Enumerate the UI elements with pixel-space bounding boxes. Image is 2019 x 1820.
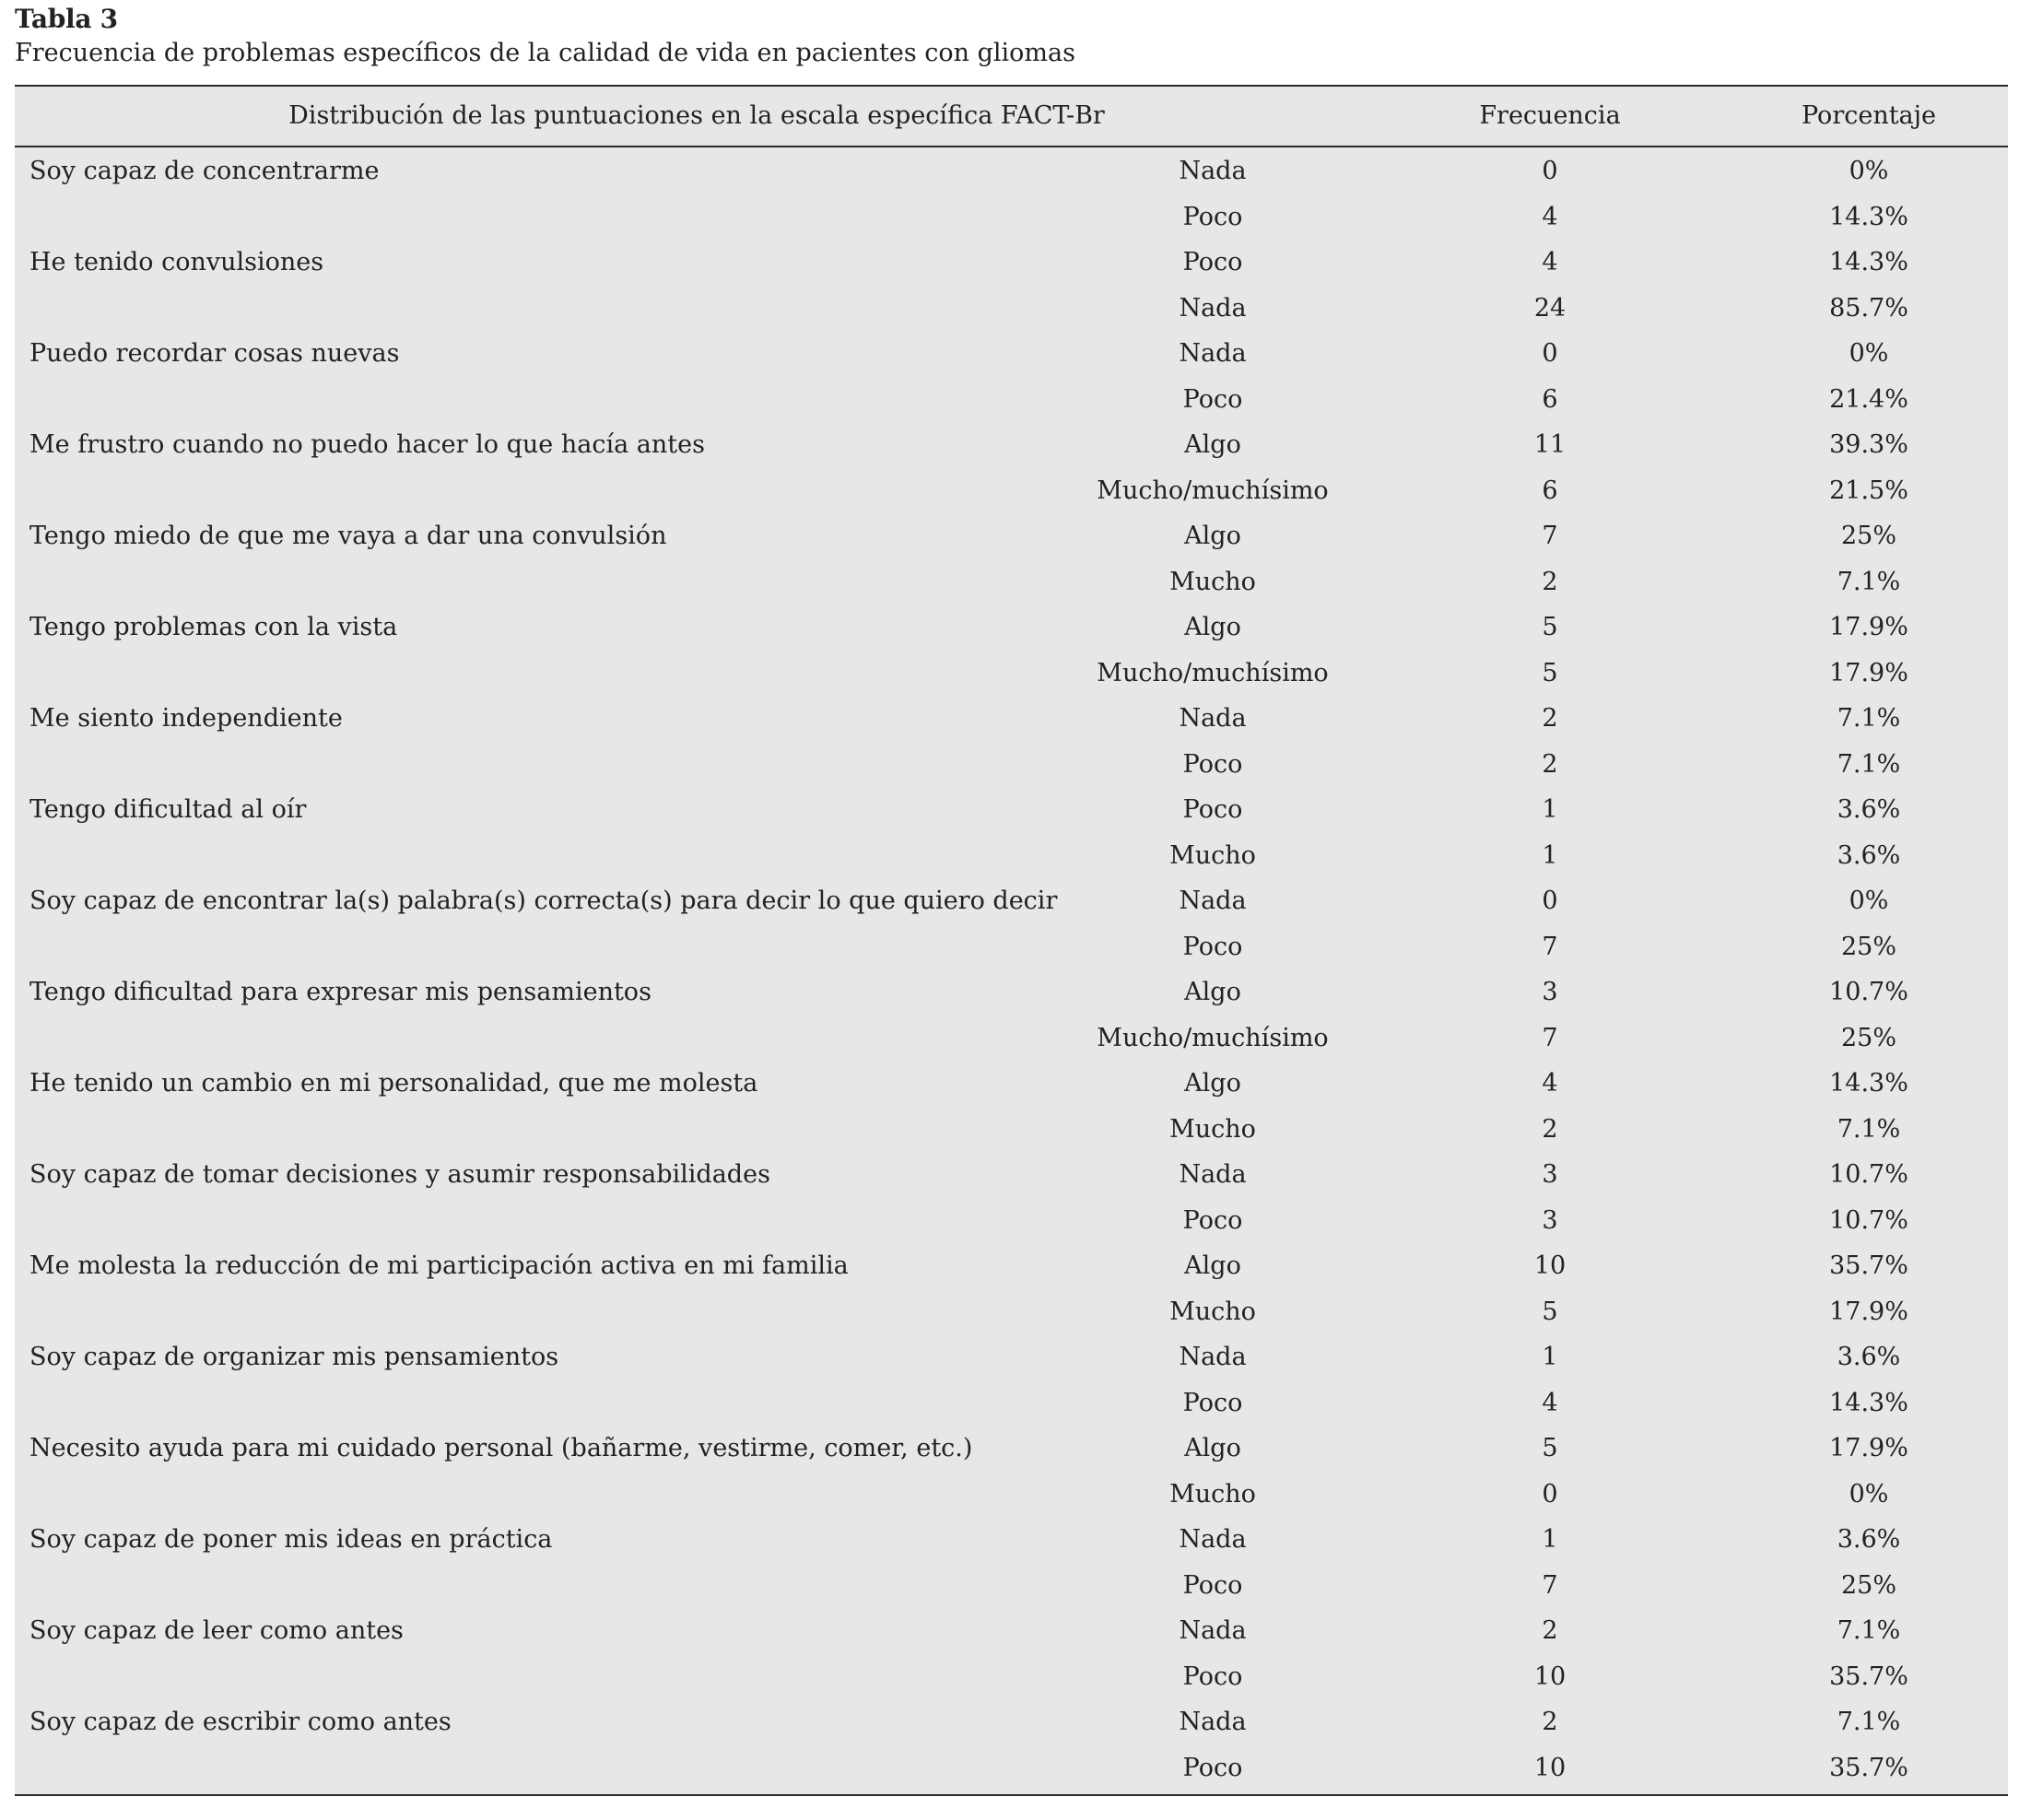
table-row: [15, 1653, 2008, 1699]
row-frequency: 1: [1542, 840, 1558, 870]
row-level: Mucho/muchísimo: [1097, 1023, 1329, 1052]
row-level: Poco: [1182, 932, 1243, 961]
table-row: [15, 1607, 2008, 1653]
row-frequency: 10: [1533, 1753, 1567, 1782]
row-frequency: 7: [1542, 522, 1558, 550]
row-item-label: He tenido un cambio en mi personalidad, que me molesta: [29, 1069, 758, 1098]
row-item-label: Necesito ayuda para mi cuidado personal (bañarme, vestirme, comer, etc.): [29, 1434, 973, 1462]
row-level: Nada: [1179, 887, 1247, 915]
row-frequency: 3: [1542, 1205, 1558, 1235]
row-frequency: 3: [1542, 978, 1558, 1006]
row-percentage: 35.7%: [1829, 1661, 1908, 1691]
row-level: Mucho/muchísimo: [1097, 476, 1329, 505]
row-level: Algo: [1184, 613, 1241, 641]
row-percentage: 21.4%: [1829, 384, 1908, 414]
row-item-label: Tengo dificultad para expresar mis pensamientos: [29, 978, 651, 1006]
table-row: [15, 1288, 2008, 1334]
row-percentage: 3.6%: [1837, 840, 1901, 870]
row-frequency: 0: [1542, 157, 1558, 185]
header-frequency: Frecuencia: [1479, 101, 1621, 130]
table-row: [15, 512, 2008, 558]
row-frequency: 0: [1542, 1479, 1558, 1509]
row-item-label: Tengo miedo de que me vaya a dar una convulsión: [29, 522, 667, 550]
table-row: [15, 1151, 2008, 1197]
row-percentage: 14.3%: [1829, 1069, 1908, 1098]
header-percentage: Porcentaje: [1801, 101, 1937, 130]
row-frequency: 2: [1542, 1708, 1558, 1736]
row-frequency: 4: [1542, 248, 1558, 276]
row-level: Nada: [1179, 339, 1247, 368]
row-level: Algo: [1184, 978, 1241, 1006]
table-row: [15, 285, 2008, 331]
row-percentage: 7.1%: [1837, 567, 1901, 596]
table-row: [15, 330, 2008, 376]
row-level: Poco: [1182, 1388, 1243, 1417]
row-percentage: 3.6%: [1837, 1525, 1901, 1554]
row-frequency: 0: [1542, 887, 1558, 915]
row-frequency: 2: [1542, 704, 1558, 733]
row-level: Algo: [1184, 1069, 1241, 1098]
table-row: [15, 741, 2008, 787]
row-level: Nada: [1179, 157, 1247, 185]
row-item-label: Soy capaz de organizar mis pensamientos: [29, 1343, 559, 1371]
table-row: [15, 239, 2008, 285]
row-percentage: 0%: [1849, 887, 1889, 915]
row-frequency: 1: [1542, 1525, 1558, 1554]
row-percentage: 39.3%: [1829, 430, 1908, 459]
table-row: [15, 467, 2008, 513]
row-level: Nada: [1179, 1343, 1247, 1371]
row-item-label: Soy capaz de concentrarme: [29, 157, 380, 185]
row-frequency: 6: [1542, 384, 1558, 414]
row-level: Nada: [1179, 1708, 1247, 1736]
row-frequency: 4: [1542, 1388, 1558, 1417]
row-frequency: 7: [1542, 1023, 1558, 1052]
row-frequency: 4: [1542, 1069, 1558, 1098]
row-level: Mucho/muchísimo: [1097, 658, 1329, 687]
row-level: Mucho: [1169, 1297, 1256, 1326]
row-percentage: 0%: [1849, 339, 1889, 368]
table-row: [15, 1425, 2008, 1471]
row-level: Algo: [1184, 430, 1241, 459]
row-level: Poco: [1182, 749, 1243, 779]
row-percentage: 14.3%: [1829, 1388, 1908, 1417]
table-body: [15, 147, 2008, 1790]
row-percentage: 7.1%: [1837, 704, 1901, 733]
row-level: Algo: [1184, 522, 1241, 550]
table-row: [15, 969, 2008, 1015]
row-frequency: 6: [1542, 476, 1558, 505]
row-level: Nada: [1179, 704, 1247, 733]
table-row: [15, 695, 2008, 741]
row-percentage: 17.9%: [1829, 1297, 1908, 1326]
table-row: [15, 1562, 2008, 1608]
row-percentage: 7.1%: [1837, 1114, 1901, 1144]
row-percentage: 25%: [1840, 1023, 1896, 1052]
row-level: Mucho: [1169, 840, 1256, 870]
table-row: [15, 1197, 2008, 1243]
row-item-label: Soy capaz de tomar decisiones y asumir responsabilidades: [29, 1160, 770, 1189]
table-row: [15, 786, 2008, 832]
row-item-label: Soy capaz de escribir como antes: [29, 1708, 452, 1736]
row-percentage: 10.7%: [1829, 1160, 1908, 1189]
row-percentage: 3.6%: [1837, 1343, 1901, 1371]
table-row: [15, 1471, 2008, 1517]
row-frequency: 2: [1542, 1616, 1558, 1645]
table-title: Frecuencia de problemas específicos de la calidad de vida en pacientes con gliomas: [15, 39, 1075, 67]
table-row: [15, 604, 2008, 650]
row-item-label: Soy capaz de poner mis ideas en práctica: [29, 1525, 553, 1554]
table-row: [15, 1516, 2008, 1562]
table-row: [15, 147, 2008, 194]
row-level: Mucho: [1169, 567, 1256, 596]
row-level: Poco: [1182, 1205, 1243, 1235]
row-frequency: 5: [1542, 1297, 1558, 1326]
row-level: Poco: [1182, 384, 1243, 414]
row-frequency: 11: [1533, 430, 1567, 459]
row-item-label: Me frustro cuando no puedo hacer lo que hacía antes: [29, 430, 705, 459]
table-row: [15, 1698, 2008, 1744]
table-row: [15, 1242, 2008, 1288]
row-level: Algo: [1184, 1251, 1241, 1280]
row-percentage: 35.7%: [1829, 1753, 1908, 1782]
row-item-label: Puedo recordar cosas nuevas: [29, 339, 400, 368]
row-frequency: 7: [1542, 932, 1558, 961]
row-percentage: 3.6%: [1837, 795, 1901, 824]
data-table: [15, 85, 2008, 1796]
row-item-label: Tengo dificultad al oír: [29, 795, 307, 824]
table-row: [15, 558, 2008, 605]
row-level: Mucho: [1169, 1114, 1256, 1144]
table-row: [15, 877, 2008, 923]
row-percentage: 21.5%: [1829, 476, 1908, 505]
row-percentage: 17.9%: [1829, 1434, 1908, 1462]
row-level: Nada: [1179, 1160, 1247, 1189]
table-row: [15, 376, 2008, 422]
table-row: [15, 1106, 2008, 1152]
row-frequency: 2: [1542, 1114, 1558, 1144]
table-row: [15, 832, 2008, 878]
table-header: [15, 87, 2008, 147]
row-level: Poco: [1182, 248, 1243, 276]
row-frequency: 2: [1542, 749, 1558, 779]
row-percentage: 35.7%: [1829, 1251, 1908, 1280]
row-level: Poco: [1182, 1661, 1243, 1691]
row-level: Nada: [1179, 293, 1247, 323]
table-number: Tabla 3: [15, 4, 118, 34]
row-frequency: 5: [1542, 658, 1558, 687]
row-percentage: 25%: [1840, 522, 1896, 550]
row-frequency: 10: [1533, 1661, 1567, 1691]
table-row: [15, 1060, 2008, 1106]
row-percentage: 17.9%: [1829, 613, 1908, 641]
row-item-label: Me molesta la reducción de mi participación activa en mi familia: [29, 1251, 849, 1280]
row-percentage: 7.1%: [1837, 1616, 1901, 1645]
row-percentage: 0%: [1849, 1479, 1889, 1509]
table-row: [15, 923, 2008, 969]
row-frequency: 7: [1542, 1570, 1558, 1600]
row-level: Poco: [1182, 795, 1243, 824]
row-level: Nada: [1179, 1616, 1247, 1645]
row-level: Poco: [1182, 1753, 1243, 1782]
row-percentage: 7.1%: [1837, 1708, 1901, 1736]
row-percentage: 25%: [1840, 932, 1896, 961]
row-percentage: 7.1%: [1837, 749, 1901, 779]
row-item-label: Me siento independiente: [29, 704, 343, 733]
row-item-label: Soy capaz de encontrar la(s) palabra(s) correcta(s) para decir lo que quiero decir: [29, 887, 1058, 915]
row-frequency: 2: [1542, 567, 1558, 596]
row-frequency: 5: [1542, 1434, 1558, 1462]
table-row: [15, 650, 2008, 696]
row-frequency: 0: [1542, 339, 1558, 368]
row-item-label: Soy capaz de leer como antes: [29, 1616, 404, 1645]
row-percentage: 10.7%: [1829, 1205, 1908, 1235]
table-row: [15, 1015, 2008, 1061]
row-frequency: 24: [1533, 293, 1567, 323]
table-row: [15, 1380, 2008, 1426]
header-distribution: Distribución de las puntuaciones en la escala específica FACT-Br: [288, 101, 1105, 130]
table-row: [15, 1333, 2008, 1380]
table-row: [15, 194, 2008, 240]
row-frequency: 3: [1542, 1160, 1558, 1189]
row-item-label: Tengo problemas con la vista: [29, 613, 398, 641]
row-level: Poco: [1182, 1570, 1243, 1600]
row-percentage: 25%: [1840, 1570, 1896, 1600]
table-row: [15, 421, 2008, 467]
row-frequency: 1: [1542, 795, 1558, 824]
row-frequency: 4: [1542, 202, 1558, 231]
row-level: Mucho: [1169, 1479, 1256, 1509]
row-percentage: 17.9%: [1829, 658, 1908, 687]
row-percentage: 14.3%: [1829, 248, 1908, 276]
table-row: [15, 1744, 2008, 1791]
row-level: Nada: [1179, 1525, 1247, 1554]
row-level: Algo: [1184, 1434, 1241, 1462]
row-frequency: 5: [1542, 613, 1558, 641]
row-frequency: 1: [1542, 1343, 1558, 1371]
row-percentage: 10.7%: [1829, 978, 1908, 1006]
row-level: Poco: [1182, 202, 1243, 231]
row-frequency: 10: [1533, 1251, 1567, 1280]
row-item-label: He tenido convulsiones: [29, 248, 324, 276]
row-percentage: 85.7%: [1829, 293, 1908, 323]
row-percentage: 14.3%: [1829, 202, 1908, 231]
row-percentage: 0%: [1849, 157, 1889, 185]
